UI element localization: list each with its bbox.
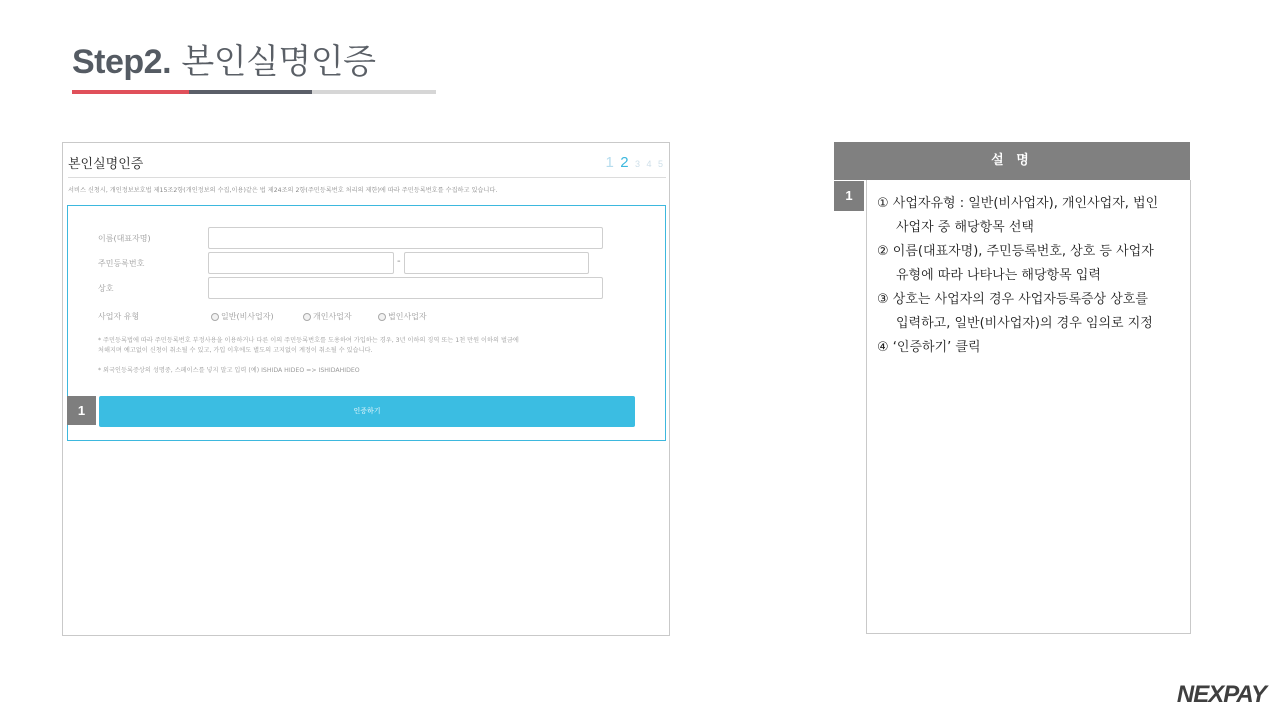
radio-sole-proprietor-label: 개인사업자 [313,312,352,321]
description-item-1: ① 사업자유형 : 일반(비사업자), 개인사업자, 법인 [877,196,1159,211]
rrn-front-input[interactable] [208,252,394,274]
nexpay-logo: NEXPAY [1176,681,1266,708]
rrn-back-input[interactable] [404,252,589,274]
description-item-2-cont: 유형에 따라 나타나는 해당항목 입력 [896,268,1101,283]
heading-divider [68,177,666,178]
page-title-text: 본인실명인증 [181,42,376,82]
page-title-step: Step2. [72,43,172,81]
guide-line-1: * 주민등록법에 따라 주민등록번호 부정사용을 이용하거나 다른 이의 주민등록번호를 도용하여 가입하는 경우, 3년 이하의 징역 또는 1천 만원 이하의 벌금에 [98,337,519,344]
business-type-label: 사업자 유형 [98,312,140,321]
description-item-2: ② 이름(대표자명), 주민등록번호, 상호 등 사업자 [877,244,1154,259]
callout-badge-description: 1 [834,181,864,211]
company-input[interactable] [208,277,603,299]
description-item-1-cont: 사업자 중 해당항목 선택 [896,220,1034,235]
step-2-current: 2 [620,154,629,171]
description-header: 설 명 [834,142,1190,180]
underline-dark-segment [189,90,312,94]
privacy-notice: 서비스 신청시, 개인정보보호법 제15조2항(개인정보의 수집,이용)같은 법 제24조의 2항(주민등록번호 처리의 제한)에 따라 주민등록번호를 수집하고 있습니다. [68,187,498,194]
guide-line-3: * 외국인등록증상의 성명중, 스페이스를 넣지 말고 입력 (예) ISHIDA HIDEO => ISHIDAHIDEO [98,367,360,374]
radio-circle-icon [211,313,219,321]
step-3: 3 [635,159,641,169]
radio-sole-proprietor[interactable] [303,311,352,322]
radio-individual[interactable] [211,311,274,322]
step-indicator [603,154,663,172]
description-item-4: ④ ‘인증하기’ 클릭 [877,340,981,355]
title-underline [72,90,436,94]
rrn-separator: - [397,256,401,267]
callout-badge-form: 1 [67,396,96,425]
verification-screen [62,142,670,636]
verify-button[interactable]: 인증하기 [99,396,635,427]
verification-form [67,205,666,441]
radio-circle-icon [303,313,311,321]
description-panel [866,180,1191,634]
rrn-label: 주민등록번호 [98,259,145,268]
underline-light-segment [312,90,436,94]
radio-corporation-label: 법인사업자 [388,312,427,321]
page-title [72,34,375,83]
company-label: 상호 [98,284,114,293]
description-item-3-cont: 입력하고, 일반(비사업자)의 경우 임의로 지정 [896,316,1153,331]
radio-individual-label: 일반(비사업자) [221,312,274,321]
radio-corporation[interactable] [378,311,427,322]
name-label: 이름(대표자명) [98,234,151,243]
screen-heading: 본인실명인증 [68,157,144,172]
step-4: 4 [646,159,652,169]
radio-circle-icon [378,313,386,321]
guide-line-2: 처해지며 예고없이 신청이 취소될 수 있고, 가입 이후에도 별도의 고지없이 계정이 취소될 수 있습니다. [98,347,373,354]
underline-red-segment [72,90,189,94]
description-item-3: ③ 상호는 사업자의 경우 사업자등록증상 상호를 [877,292,1148,307]
step-1: 1 [605,154,614,171]
step-5: 5 [657,159,663,169]
name-input[interactable] [208,227,603,249]
